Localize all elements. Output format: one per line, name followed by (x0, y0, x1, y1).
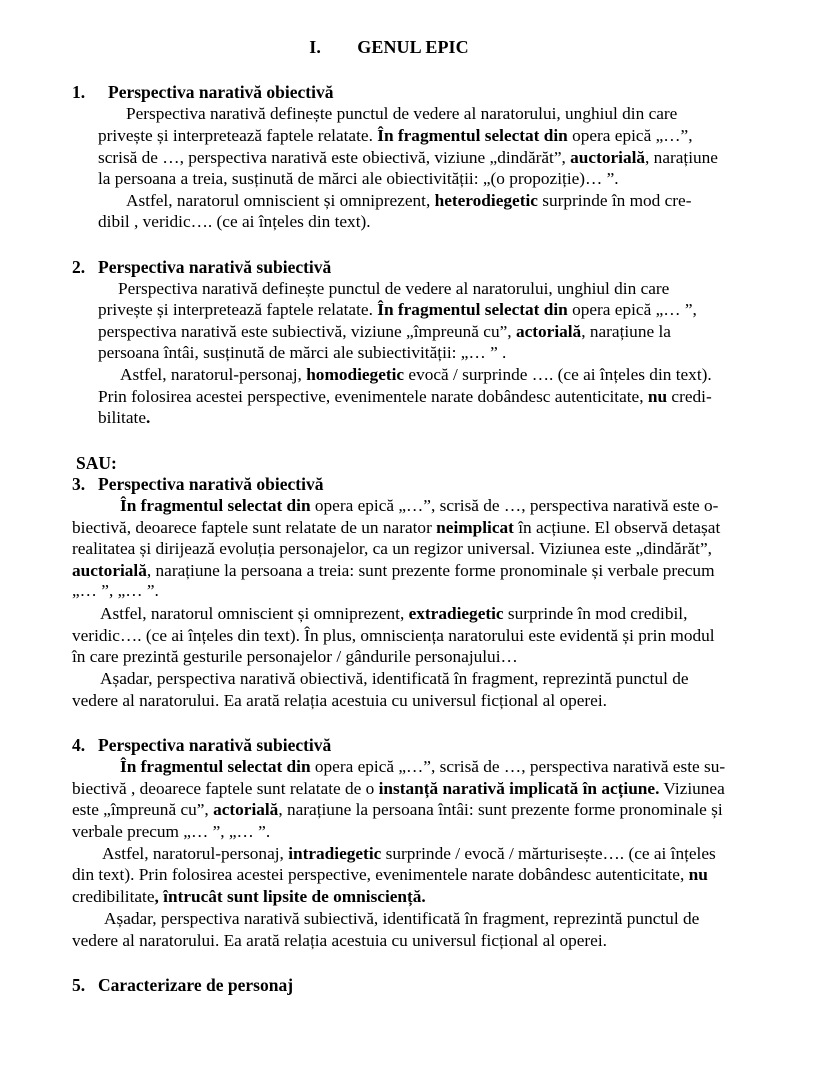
bold-emphasis: instanță narativă implicată în acțiune. (378, 779, 660, 798)
section-3-line: biectivă, deoarece faptele sunt relatate de un narator neimplicat în acțiune. El observă detașat (72, 518, 721, 537)
section-3-line: Astfel, naratorul omniscient și omniprezent, extradiegetic surprinde în mod credibil, (100, 604, 688, 623)
section-3-line: veridic…. (ce ai înțeles din text). În plus, omnisciența naratorului este evidentă și prin modul (72, 626, 715, 645)
section-1-line: dibil , veridic…. (ce ai înțeles din text). (98, 212, 371, 231)
bold-emphasis: extradiegetic (408, 604, 504, 623)
bold-emphasis: nu (688, 865, 708, 884)
section-1-heading: 1. Perspectiva narativă obiectivă (72, 82, 334, 102)
section-3-line: În fragmentul selectat din opera epică „…”, scrisă de …, perspectiva narativă este o- (120, 496, 719, 515)
section-3-line: „… ”, „… ”. (72, 581, 159, 600)
section-4-line: În fragmentul selectat din opera epică „…”, scrisă de …, perspectiva narativă este su- (120, 757, 726, 776)
section-4-line: din text). Prin folosirea acestei perspective, evenimentele narate dobândesc autenticitate, nu (72, 865, 708, 884)
section-2-line: privește și interpretează faptele relatate. În fragmentul selectat din opera epică „… ”, (98, 300, 697, 319)
alternative-separator: SAU: (76, 453, 117, 473)
section-3-line: vedere al naratorului. Ea arată relația acestuia cu universul ficțional al operei. (72, 691, 607, 710)
title-text: GENUL EPIC (357, 37, 469, 57)
title-roman-numeral: I. (309, 37, 321, 57)
section-4-line: Astfel, naratorul-personaj, intradiegetic surprinde / evocă / mărturisește…. (ce ai înțeles (102, 844, 716, 863)
section-1-line: scrisă de …, perspectiva narativă este obiectivă, viziune „dindărăt”, auctorială, narațiune (98, 148, 718, 167)
section-3-line: realitatea și dirijează evoluția personajelor, ca un regizor universal. Viziunea este „dindărăt”, (72, 539, 712, 558)
section-1-line: Astfel, naratorul omniscient și omniprezent, heterodiegetic surprinde în mod cre- (126, 191, 692, 210)
section-1-line: privește și interpretează faptele relatate. În fragmentul selectat din opera epică „…”, (98, 126, 693, 145)
section-4-heading: 4. Perspectiva narativă subiectivă (72, 735, 332, 755)
section-2-line: Perspectiva narativă definește punctul de vedere al naratorului, unghiul din care (118, 279, 670, 298)
section-3-heading: 3. Perspectiva narativă obiectivă (72, 474, 324, 494)
section-2-line: Astfel, naratorul-personaj, homodiegetic evocă / surprinde …. (ce ai înțeles din text). (120, 365, 712, 384)
section-2-line: persoana întâi, susținută de mărci ale subiectivității: „… ” . (98, 343, 507, 362)
section-4-line: credibilitate, întrucât sunt lipsite de omnisciență. (72, 887, 426, 906)
section-2-line: Prin folosirea acestei perspective, evenimentele narate dobândesc autenticitate, nu credi- (98, 387, 712, 406)
section-3-line: Așadar, perspectiva narativă obiectivă, identificată în fragment, reprezintă punctul de (100, 669, 689, 688)
bold-emphasis: auctorială (72, 561, 147, 580)
bold-emphasis: În fragmentul selectat din (120, 757, 311, 776)
section-5-heading: 5. Caracterizare de personaj (72, 975, 294, 995)
section-4-line: este „împreună cu”, actorială, narațiune la persoana întâi: sunt prezente forme pronominale și (72, 800, 723, 819)
section-1-line: Perspectiva narativă definește punctul de vedere al naratorului, unghiul din care (126, 104, 678, 123)
section-4-line: vedere al naratorului. Ea arată relația acestuia cu universul ficțional al operei. (72, 931, 607, 950)
section-2-line: perspectiva narativă este subiectivă, viziune „împreună cu”, actorială, narațiune la (98, 322, 671, 341)
bold-emphasis: , întrucât sunt lipsite de omnisciență. (154, 887, 426, 906)
bold-emphasis: În fragmentul selectat din (377, 126, 568, 145)
bold-emphasis: actorială (213, 800, 279, 819)
section-4-line: verbale precum „… ”, „… ”. (72, 822, 271, 841)
bold-emphasis: . (146, 408, 151, 427)
section-4-line: Așadar, perspectiva narativă subiectivă, identificată în fragment, reprezintă punctul de (104, 909, 700, 928)
bold-emphasis: nu (647, 387, 668, 406)
section-2-heading: 2. Perspectiva narativă subiectivă (72, 257, 332, 277)
bold-emphasis: neimplicat (436, 518, 514, 537)
section-3-line: în care prezintă gesturile personajelor / gândurile personajului… (72, 647, 518, 666)
bold-emphasis: În fragmentul selectat din (120, 496, 311, 515)
bold-emphasis: intradiegetic (288, 844, 382, 863)
section-2-line: bilitate. (98, 408, 151, 427)
bold-emphasis: auctorială (570, 148, 646, 167)
bold-emphasis: actorială (515, 322, 582, 341)
bold-emphasis: În fragmentul selectat din (377, 300, 568, 319)
bold-emphasis: heterodiegetic (434, 191, 538, 210)
section-1-line: la persoana a treia, susținută de mărci ale obiectivității: „(o propoziție)… ”. (98, 169, 619, 188)
bold-emphasis: homodiegetic (306, 365, 405, 384)
page-title (0, 37, 828, 58)
section-4-line: biectivă , deoarece faptele sunt relatate de o instanță narativă implicată în acțiune. Viziunea (72, 779, 725, 798)
section-3-line: auctorială, narațiune la persoana a treia: sunt prezente forme pronominale și verbale precum (72, 561, 715, 580)
